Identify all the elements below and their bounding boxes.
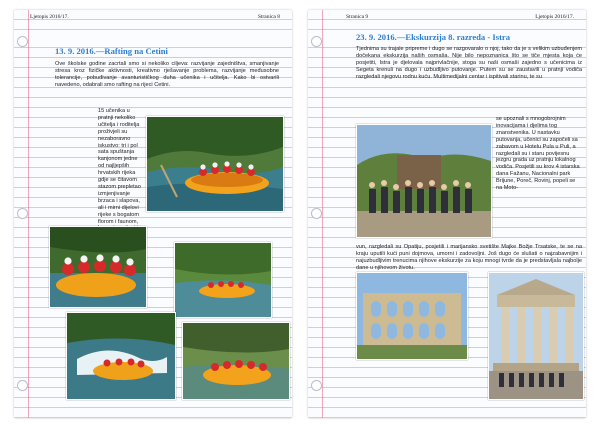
left-page: [14, 10, 292, 418]
binder-ring: [17, 380, 28, 391]
rafting-photo-calm: [182, 322, 290, 400]
rafting-photo-main: [146, 116, 284, 212]
right-page-number: Stranica 9: [346, 14, 369, 20]
right-intro-paragraph: Tjednima su trajale pripreme i dugo se razgovaralo o njoj, tako da je s velikim uzbuđenjem dočekana ekskurzija naših osmaša. Nije bilo nepoznanica što se tiče mjesta koja će posjetiti, Istra je djelovala najprivlačnije, stoga su naši osmaši zajedno s učenicima iz Segeta krenuli na dugo i uzbudljivo putovanje. Putem su se zaustavili u pratnji vodiča razgledali njegovu rodnu kuću. Multimedijalni centar i ispitivali starinu, te su: [356, 46, 582, 80]
right-column-paragraph: se upoznali s mnogobrojnim inovacijama i djelima tog znanstvenika. U nastavku putovanja, učenici su započeli sa zabavom u Hotelu Pula u Puli, a razgledali su i staru povijesnu jezgru grada uz pratnju lokalnog vodiča. Posjetili su krov 4 istarska dana Fažanu, Nacionalni park Brijune, Poreč, Rovinj, popeli se na Moto-: [496, 116, 580, 192]
binder-ring: [311, 36, 322, 47]
binder-ring: [17, 36, 28, 47]
left-page-header-yearbook: Ljetopis 2016/17.: [30, 14, 69, 20]
rafting-photo-group: [49, 226, 147, 308]
left-page-number: Stranica 8: [257, 14, 280, 20]
rafting-photo-splash: [66, 312, 176, 400]
right-article-title: 23. 9. 2016.—Ekskurzija 8. razreda - Istra: [356, 32, 511, 42]
left-intro-paragraph: Ove školske godine zacrtali smo si nekoliko ciljeva: razvijanje zajedništva, smanjivanje stresa kroz fizičke aktivnosti, kreativno rješavanje problema, razvijanje međusobne tolerancije, pobuđivanje avanturističkog duha učenika i učitelja. Kako bi ostvarili navedeno, odabrali smo rafting na rijeci Cetini.: [55, 61, 279, 88]
excursion-photo-arena: [356, 272, 468, 360]
excursion-photo-group: [356, 124, 492, 238]
right-body-paragraph: vun, razgledali su Opatiju, posjetili i marijansko svetište Majke Božje Trsatske, te se na kraju uputili kući puni dojmova, umorni i zadovoljni. Još dugo će slušati o najzabavnijim i najuzbudljivim trenucima njihove ekskurzije za koju mnogi tvrde da je predstavljala najbolje dane u njihovom životu.: [356, 244, 582, 271]
binder-ring: [311, 208, 322, 219]
excursion-photo-temple: [488, 272, 584, 400]
left-article-title: 13. 9. 2016.—Rafting na Cetini: [55, 46, 168, 56]
right-page-header-yearbook: Ljetopis 2016/17.: [535, 14, 574, 20]
right-page: [308, 10, 586, 418]
rafting-photo-river: [174, 242, 272, 318]
left-column-paragraph: 15 učenika u pratnji nekoliko učitelja i roditelja proživjeli su nezaboravno iskustvo: tri i pol sata spuštanja kanjonom jedne od najljepših hrvatskih rijeka gdje se čitavom stazom prepletao izmjenjivanje brzaca i slapova, ali i mirni dijelovi rijeke s bogatom florom i faunom,: [98, 108, 141, 225]
binder-ring: [311, 380, 322, 391]
binder-ring: [17, 208, 28, 219]
